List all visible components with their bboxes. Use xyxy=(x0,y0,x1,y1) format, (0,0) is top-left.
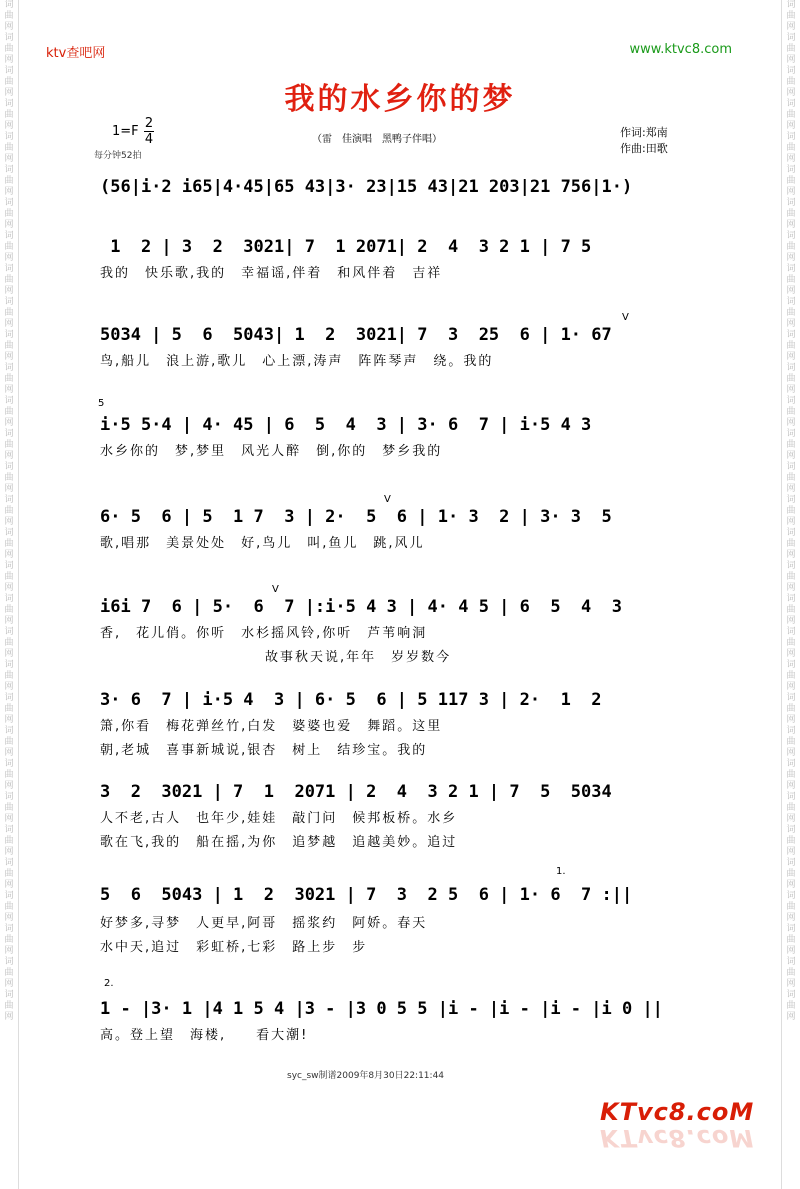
lyric-line: 水乡你的 梦,梦里 风光人醉 倒,你的 梦乡我的 xyxy=(100,444,443,459)
notation-row: i·5 5·4 | 4· 45 | 6 5 4 3 | 3· 6 7 | i·5 4 3 xyxy=(100,415,592,435)
lyric-line: 高。登上望 海楼, 看大潮! xyxy=(100,1028,309,1043)
lyric-line: 歌在飞,我的 船在摇,为你 追梦越 追越美妙。追过 xyxy=(100,835,458,850)
site-link-left[interactable]: ktv查吧网 xyxy=(46,46,106,61)
lyric-line: 好梦多,寻梦 人更早,阿哥 摇浆约 阿娇。春天 xyxy=(100,916,428,931)
side-watermark-right: 词曲网词曲网词曲网词曲网词曲网词曲网词曲网词曲网词曲网词曲网词曲网词曲网词曲网词曲网词曲网词曲网词曲网词曲网词曲网词曲网词曲网词曲网词曲网词曲网词曲网词曲网词曲网词曲网词曲网词曲网词曲网 xyxy=(786,0,796,1022)
performers: （雷 佳演唱 黑鸭子伴唱） xyxy=(312,134,442,145)
notation-row: 3· 6 7 | i·5 4 3 | 6· 5 6 | 5 117 3 | 2· 1 2 xyxy=(100,690,602,710)
time-signature xyxy=(144,116,154,147)
notation-row: 6· 5 6 | 5 1 7 3 | 2· 5 6 | 1· 3 2 | 3· 3 5 xyxy=(100,507,612,527)
brand-logo: KTvc8.coM xyxy=(600,1098,755,1126)
lyric-line: 我的 快乐歌,我的 幸福谣,伴着 和风伴着 吉祥 xyxy=(100,266,443,281)
notation-row: 5034 | 5 6 5043| 1 2 3021| 7 3 25 6 | 1· 67 xyxy=(100,325,612,345)
volta-2-mark: 2. xyxy=(104,978,114,989)
lyric-line: 水中天,追过 彩虹桥,七彩 路上步 步 xyxy=(100,940,368,955)
side-watermark-left: 词曲网词曲网词曲网词曲网词曲网词曲网词曲网词曲网词曲网词曲网词曲网词曲网词曲网词曲网词曲网词曲网词曲网词曲网词曲网词曲网词曲网词曲网词曲网词曲网词曲网词曲网词曲网词曲网词曲网词曲网词曲网 xyxy=(4,0,14,1022)
tempo-marking: 每分钟52拍 xyxy=(94,151,142,161)
breath-mark: V xyxy=(384,494,391,505)
lyric-line: 歌,唱那 美景处处 好,鸟儿 叫,鱼儿 跳,风儿 xyxy=(100,536,425,551)
lyric-line: 朝,老城 喜事新城说,银杏 树上 结珍宝。我的 xyxy=(100,743,428,758)
brand-logo-reflection: KTvc8.coM xyxy=(600,1124,755,1152)
lyric-line: 箫,你看 梅花弹丝竹,白发 婆婆也爱 舞蹈。这里 xyxy=(100,719,443,734)
notation-row: 1 - |3· 1 |4 1 5 4 |3 - |3 0 5 5 |i - |i - |i - |i 0 || xyxy=(100,999,663,1019)
lyric-line: 人不老,古人 也年少,娃娃 敲门问 候邦板桥。水乡 xyxy=(100,811,458,826)
notation-row: (56|i·2 i65|4·45|65 43|3· 23|15 43|21 203|21 756|1·) xyxy=(100,177,633,197)
composer: 作曲:田歌 xyxy=(620,142,668,155)
meter-top: 2 xyxy=(144,116,154,131)
notation-row: i6i 7 6 | 5· 6 7 |:i·5 4 3 | 4· 4 5 | 6 5 4 3 xyxy=(100,597,622,617)
lyricist: 作词:郑南 xyxy=(620,126,668,139)
song-title: 我的水乡你的梦 xyxy=(284,82,516,117)
lyric-line: 故事秋天说,年年 岁岁数今 xyxy=(100,650,452,665)
lyric-line: 香, 花儿俏。你听 水杉摇风铃,你听 芦苇响洞 xyxy=(100,626,428,641)
footer-credit: syc_sw制谱2009年8月30日22:11:44 xyxy=(287,1071,445,1081)
breath-mark: V xyxy=(272,584,279,595)
meter-bottom: 4 xyxy=(144,132,154,147)
lyric-line: 鸟,船儿 浪上游,歌儿 心上漂,涛声 阵阵琴声 绕。我的 xyxy=(100,354,494,369)
site-link-right[interactable]: www.ktvc8.com xyxy=(629,42,732,57)
notation-row: 3 2 3021 | 7 1 2071 | 2 4 3 2 1 | 7 5 5034 xyxy=(100,782,612,802)
breath-mark: V xyxy=(622,312,629,323)
volta-1-mark: 1. xyxy=(556,866,566,877)
notation-row: 5 6 5043 | 1 2 3021 | 7 3 2 5 6 | 1· 6 7 :|| xyxy=(100,885,633,905)
grace-note-mark: 5 xyxy=(98,398,105,409)
key-signature: 1=F xyxy=(112,124,139,139)
notation-row: 1 2 | 3 2 3021| 7 1 2071| 2 4 3 2 1 | 7 5 xyxy=(100,237,592,257)
